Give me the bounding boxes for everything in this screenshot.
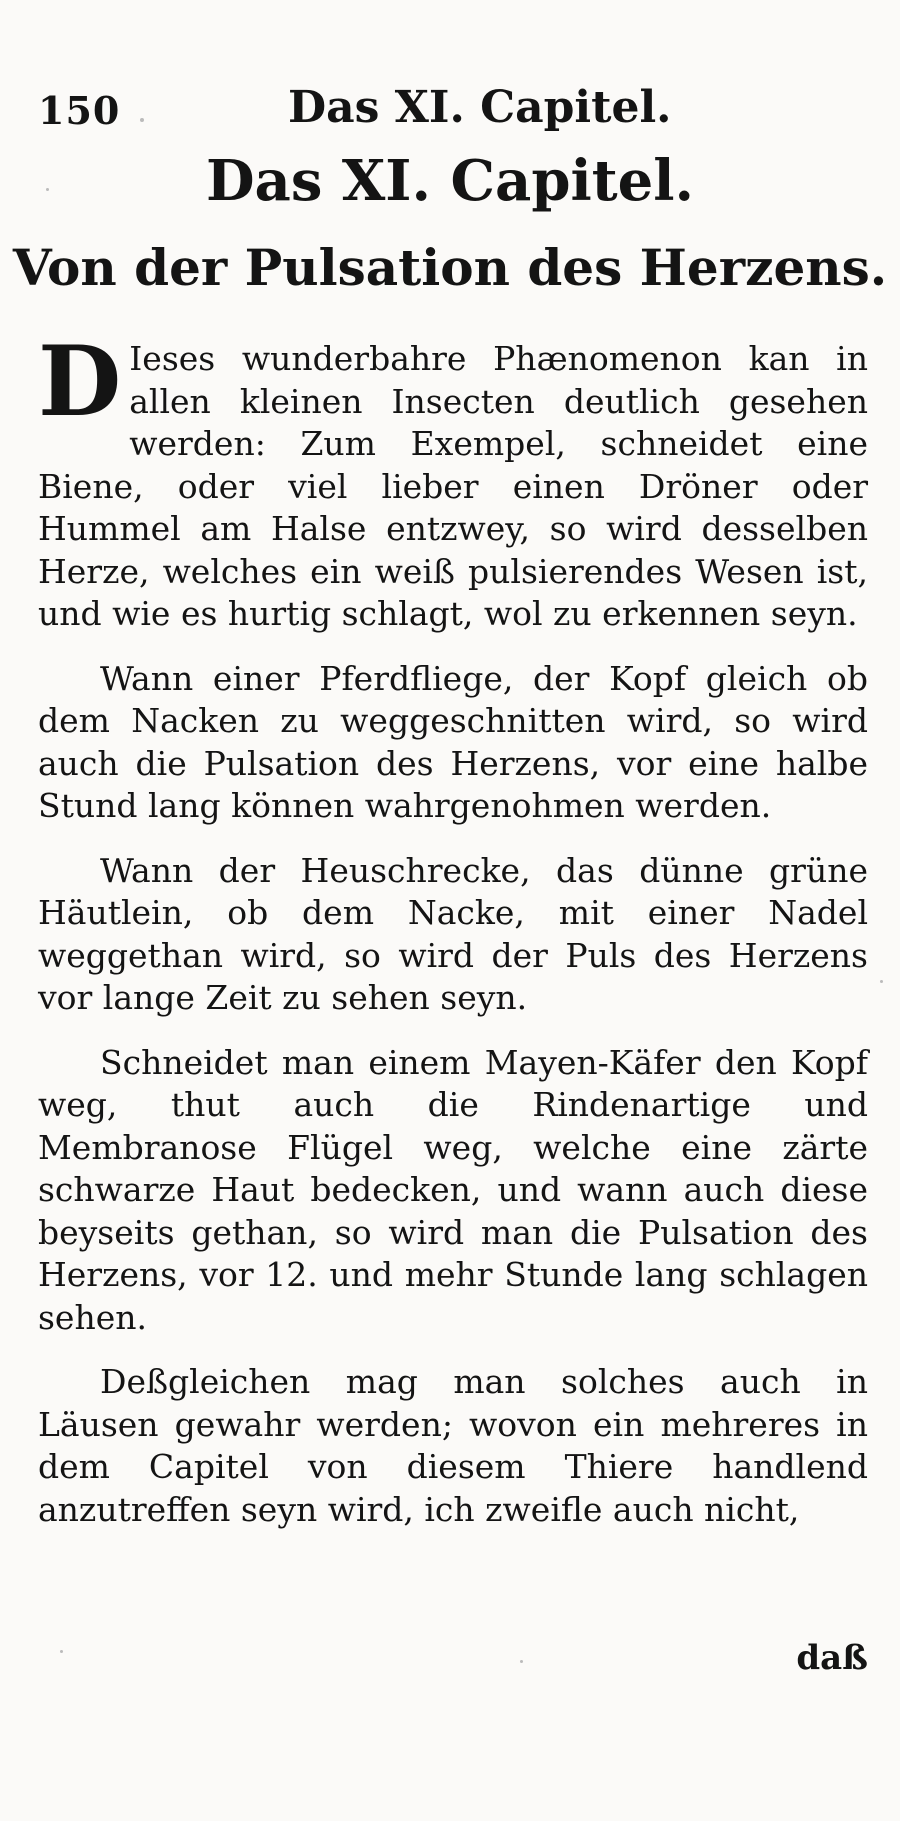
print-speck [46, 188, 49, 191]
print-speck [880, 980, 883, 983]
print-speck [520, 1660, 523, 1663]
chapter-subtitle: Von der Pulsation des Herzens. [12, 238, 888, 297]
drop-cap: D [38, 325, 122, 438]
running-head: Das XI. Capitel. [288, 82, 672, 133]
chapter-title: Das XI. Capitel. [205, 148, 695, 214]
page-number: 150 [38, 88, 121, 133]
paragraph-5: Deßgleichen mag man solches auch in Läusen gewahr werden; wovon ein mehreres in dem Capitel von diesem Thiere handlend anzutreffen seyn wird, ich zweifle auch nicht, [38, 1362, 868, 1529]
print-speck [140, 118, 144, 122]
paragraph-3: Wann der Heuschrecke, das dünne grüne Häutlein, ob dem Nacke, mit einer Nadel weggethan wird, so wird der Puls des Herzens vor lange Zeit zu sehen seyn. [38, 850, 868, 1017]
catchword: daß [796, 1638, 868, 1678]
print-speck [60, 1650, 63, 1653]
paragraph-2: Wann einer Pferdfliege, der Kopf gleich ob dem Nacken zu weggeschnitten wird, so wird auch die Pulsation des Herzens, vor eine halbe Stund lang können wahrgenohmen werden. [38, 658, 868, 825]
body-text [38, 325, 868, 1553]
paragraph-text: Ieses wunderbahre Phænomenon kan in allen kleinen Insecten deutlich gesehen werden: Zum Exempel, schneidet eine Biene, oder viel lieber einen Dröner oder Hummel am Halse entzwey, so wird desselben Herze, welches ein weiß pulsierendes Wesen ist, und wie es hurtig schlagt, wol zu erkennen seyn. [38, 339, 868, 633]
page-header [38, 78, 868, 138]
paragraph-1 [38, 325, 868, 636]
paragraph-4: Schneidet man einem Mayen-Käfer den Kopf weg, thut auch die Rindenartige und Membranose Flügel weg, welche eine zärte schwarze Haut bedecken, und wann auch diese beyseits gethan, so wird man die Pulsation des Herzens, vor 12. und mehr Stunde lang schlagen sehen. [38, 1042, 868, 1337]
